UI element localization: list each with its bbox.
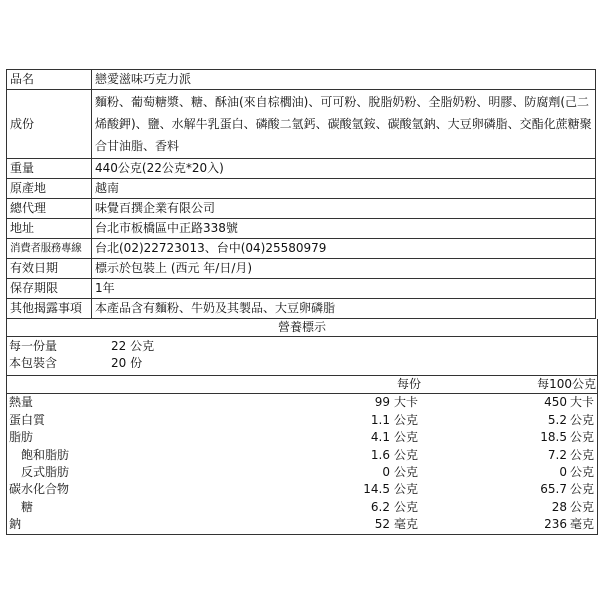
info-value: 戀愛滋味巧克力派	[92, 70, 596, 90]
servings-label: 本包裝含	[9, 356, 58, 370]
info-row-shelf-life	[7, 279, 596, 299]
info-value: 越南	[92, 179, 596, 199]
info-row-address	[7, 219, 596, 239]
unit: 毫克	[394, 517, 419, 532]
per-serving-value: 99	[374, 395, 390, 410]
info-value: 本產品含有麵粉、牛奶及其製品、大豆卵磷脂	[92, 299, 596, 319]
info-label: 原產地	[7, 179, 92, 199]
unit: 公克	[394, 430, 419, 445]
per-100g-value: 0	[559, 464, 567, 479]
per-serving-value: 1.6	[370, 447, 390, 462]
per-100g-value: 236	[544, 517, 567, 532]
info-label: 有效日期	[7, 259, 92, 279]
unit: 大卡	[394, 395, 419, 410]
info-label: 其他揭露事項	[7, 299, 92, 319]
unit: 公克	[570, 482, 595, 497]
product-label-sheet	[6, 69, 596, 535]
info-value: 440公克(22公克*20入)	[92, 159, 596, 179]
nutrition-header-row	[7, 376, 597, 394]
nutrient-row-trans-fat	[7, 464, 597, 481]
info-label: 總代理	[7, 199, 92, 219]
nutrition-title: 營養標示	[7, 319, 597, 337]
per-serving-value: 14.5	[363, 482, 390, 497]
unit: 公克	[394, 412, 419, 427]
info-row-expiry	[7, 259, 596, 279]
per-serving-value: 1.1	[370, 412, 390, 427]
nutrient-name: 熱量	[9, 395, 34, 410]
serving-info	[7, 337, 597, 376]
nutrient-row-sugar	[7, 499, 597, 516]
nutrient-name: 反式脂肪	[21, 464, 70, 479]
nutrition-facts-panel	[6, 319, 598, 535]
info-label: 重量	[7, 159, 92, 179]
per-100g-value: 18.5	[540, 430, 567, 445]
nutrient-name: 脂肪	[9, 430, 34, 445]
info-row-weight	[7, 159, 596, 179]
nutrient-name: 碳水化合物	[9, 482, 70, 497]
info-label: 保存期限	[7, 279, 92, 299]
per-100g-value: 450	[544, 395, 567, 410]
per-100g-value: 5.2	[547, 412, 567, 427]
per-serving-value: 6.2	[370, 499, 390, 514]
info-value: 標示於包裝上 (西元 年/日/月)	[92, 259, 596, 279]
info-row-disclosure	[7, 299, 596, 319]
info-label: 品名	[7, 70, 92, 90]
info-row-name	[7, 70, 596, 90]
product-info-table	[6, 69, 596, 319]
nutrient-row-sodium	[7, 516, 597, 533]
unit: 公克	[394, 499, 419, 514]
nutrient-name: 糖	[21, 499, 34, 514]
unit: 公克	[570, 464, 595, 479]
nutrient-name: 蛋白質	[9, 412, 46, 427]
nutrient-row-fat	[7, 429, 597, 446]
serving-size-value: 22 公克	[111, 339, 155, 353]
serving-size-row	[7, 338, 597, 355]
per-serving-value: 52	[374, 517, 390, 532]
nutrient-row-protein	[7, 412, 597, 429]
per-100g-value: 7.2	[547, 447, 567, 462]
per-serving-header: 每份	[396, 377, 421, 391]
per-serving-value: 0	[382, 464, 390, 479]
servings-per-package-row	[7, 355, 597, 372]
unit: 公克	[394, 447, 419, 462]
unit: 毫克	[570, 517, 595, 532]
per-100g-header: 每100公克	[537, 377, 596, 391]
info-label: 地址	[7, 219, 92, 239]
nutrient-name: 飽和脂肪	[21, 447, 70, 462]
unit: 公克	[570, 430, 595, 445]
unit: 公克	[394, 482, 419, 497]
info-row-origin	[7, 179, 596, 199]
unit: 公克	[570, 447, 595, 462]
unit: 公克	[570, 499, 595, 514]
unit: 公克	[570, 412, 595, 427]
info-row-distributor	[7, 199, 596, 219]
serving-size-label: 每一份量	[9, 339, 58, 353]
per-100g-value: 65.7	[540, 482, 567, 497]
info-label: 消費者服務專線	[7, 239, 92, 259]
info-value: 台北(02)22723013、台中(04)25580979	[92, 239, 596, 259]
nutrient-row-carbohydrate	[7, 481, 597, 498]
nutrient-name: 鈉	[9, 517, 22, 532]
info-value: 味覺百撰企業有限公司	[92, 199, 596, 219]
servings-value: 20 份	[111, 356, 143, 370]
info-value: 麵粉、葡萄糖漿、糖、酥油(來自棕櫚油)、可可粉、脫脂奶粉、全脂奶粉、明膠、防腐劑(己二烯酸鉀)、鹽、水解牛乳蛋白、磷酸二氫鈣、碳酸氫銨、碳酸氫鈉、大豆卵磷脂、交酯化蔗糖聚合甘油脂、香料	[92, 90, 596, 159]
nutrient-row-calories	[7, 394, 597, 411]
per-serving-value: 4.1	[370, 430, 390, 445]
unit: 大卡	[570, 395, 595, 410]
unit: 公克	[394, 464, 419, 479]
per-100g-value: 28	[551, 499, 567, 514]
info-value: 台北市板橋區中正路338號	[92, 219, 596, 239]
info-row-hotline	[7, 239, 596, 259]
nutrient-row-saturated-fat	[7, 447, 597, 464]
info-row-ingredients	[7, 90, 596, 159]
info-value: 1年	[92, 279, 596, 299]
info-label: 成份	[7, 90, 92, 159]
